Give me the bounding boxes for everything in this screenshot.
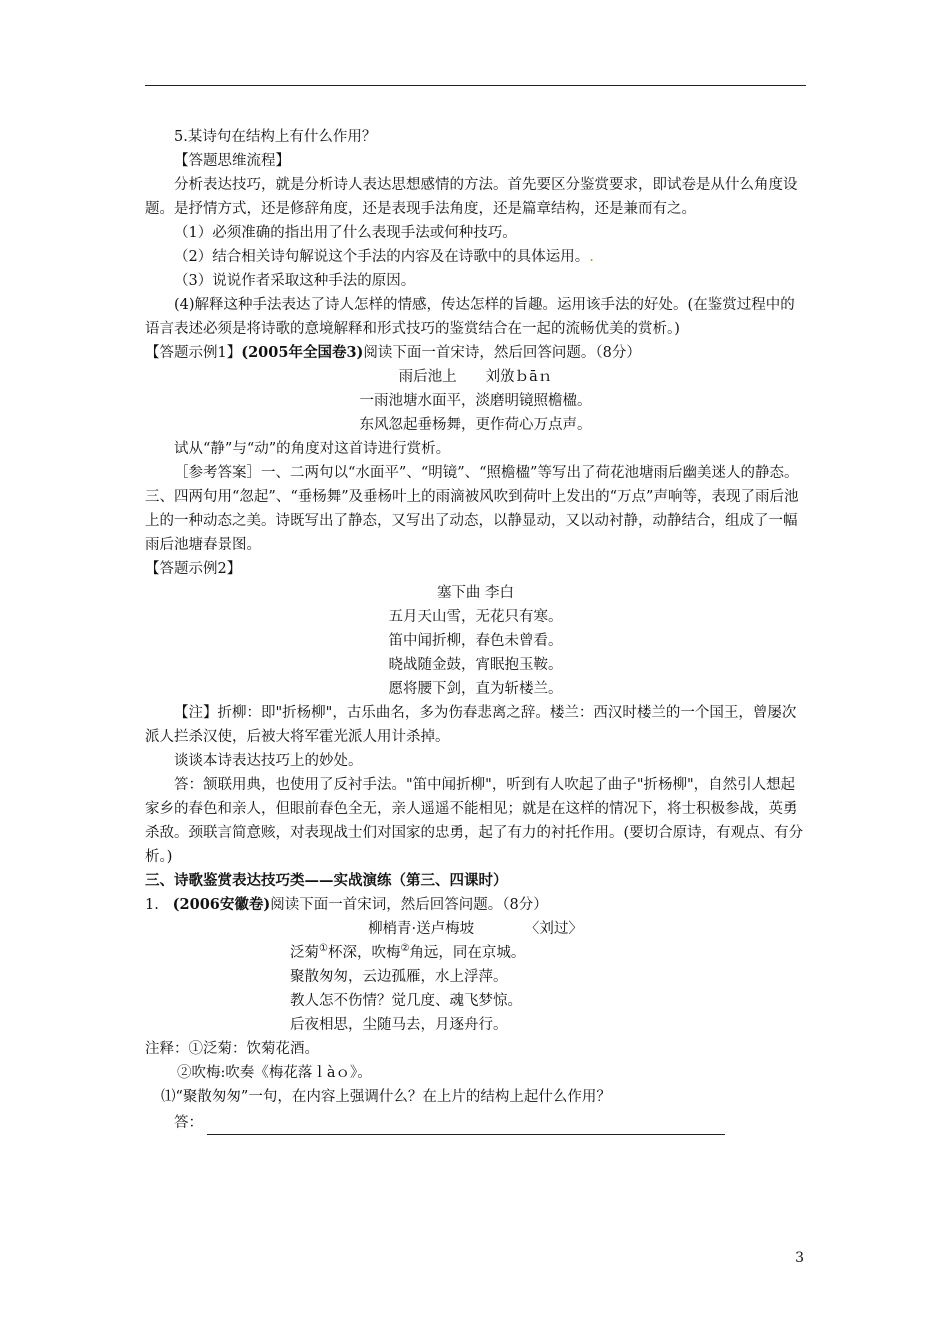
step-4: (4)解释这种手法表达了诗人怎样的情感，传达怎样的旨趣。运用该手法的好处。(在鉴赏过程中的语言表述必须是将诗歌的意境解释和形式技巧的鉴赏结合在一起的流畅优美的赏析。) <box>145 297 795 337</box>
flow-heading: 【答题思维流程】 <box>174 153 290 169</box>
example1-source: (2005年全国卷3) <box>241 344 364 361</box>
q1-prompt: 阅读下面一首宋词，然后回答问题。（8分） <box>270 897 548 913</box>
answer-blank[interactable] <box>207 1112 725 1135</box>
example1-header <box>145 341 806 365</box>
section5-title: 5.某诗句在结构上有什么作用？ <box>174 129 377 145</box>
answer-label: 答： <box>174 1115 203 1131</box>
step-3: （3）说说作者采取这种手法的原因。 <box>174 273 416 289</box>
step-1: （1）必须准确的指出用了什么表现手法或何种技巧。 <box>174 225 517 241</box>
q1-poem-line: 教人怎不伤情？觉几度、魂飞梦惊。 <box>290 993 522 1009</box>
step-2 <box>145 245 806 269</box>
q1-poem-line: 后夜相思，尘随马去，月逐舟行。 <box>290 1017 508 1033</box>
q1-poem-title: 柳梢青·送卢梅坡 〈刘过〉 <box>368 921 583 937</box>
example1-poem-title: 雨后池上 刘攽ｂāｎ <box>398 369 553 385</box>
q1-source: (2006安徽卷) <box>172 896 271 913</box>
footnote-marker: ② <box>400 943 410 955</box>
example1-poem-line: 一雨池塘水面平，淡磨明镜照檐楹。 <box>359 393 592 409</box>
document-body <box>145 125 806 1135</box>
example2-label: 【答题示例2】 <box>145 561 242 577</box>
poem-text: 角远，同在京城。 <box>409 945 526 961</box>
example2-poem-line: 晓战随金鼓，宵眠抱玉鞍。 <box>388 657 563 673</box>
example2-note: 【注】折柳：即"折杨柳"，古乐曲名，多为伤春悲离之辞。楼兰：西汉时楼兰的一个国王，曾屡次派人拦杀汉使，后被大将军霍光派人用计杀掉。 <box>145 705 797 745</box>
example2-question: 谈谈本诗表达技巧上的妙处。 <box>174 753 363 769</box>
notes-line-1 <box>145 1037 806 1061</box>
example2-poem-line: 笛中闻折柳，春色未曾看。 <box>388 633 563 649</box>
example2-poem-line: 愿将腰下剑，直为斩楼兰。 <box>388 681 563 697</box>
q1-number: 1. <box>145 897 159 913</box>
sub-question: ⑴“聚散匆匆”一句，在内容上强调什么？在上片的结构上起什么作用？ <box>161 1089 611 1105</box>
header-rule <box>145 85 806 86</box>
example1-answer: ［参考答案］一、二两句以“水面平”、“明镜”、“照檐楹”等写出了荷花池塘雨后幽美迷人的静态。三、四两句用“忽起”、“垂杨舞”及垂杨叶上的雨滴被风吹到荷叶上发出的“万点”声响等，表现了雨后池上的一种动态之美。诗既写出了静态，又写出了动态，以静显动，又以动衬静，动静结合，组成了一幅雨后池塘春景图。 <box>145 465 799 553</box>
q1-poem-line: 聚散匆匆，云边孤雁，水上浮萍。 <box>290 969 508 985</box>
step-2-text: （2）结合相关诗句解说这个手法的内容及在诗歌中的具体运用。 <box>174 249 590 265</box>
footnote-marker: ① <box>319 943 328 955</box>
example1-question: 试从“静”与“动”的角度对这首诗进行赏析。 <box>174 441 451 457</box>
example2-poem-line: 五月天山雪，无花只有寒。 <box>388 609 563 625</box>
example1-poem-line: 东风忽起垂杨舞，更作荷心万点声。 <box>359 417 592 433</box>
example1-prompt: 阅读下面一首宋诗，然后回答问题。（8分） <box>363 345 641 361</box>
example2-poem-title: 塞下曲 李白 <box>436 585 515 601</box>
poem-text: 泛菊 <box>290 945 319 961</box>
section3-heading: 三、诗歌鉴赏表达技巧类——实战演练（第三、四课时） <box>145 872 508 889</box>
answer-line <box>145 1111 806 1135</box>
note-2: ②吹梅:吹奏《梅花落ｌàｏ》。 <box>177 1065 372 1081</box>
example2-answer: 答：颔联用典，也使用了反衬手法。"笛中闻折柳"，听到有人吹起了曲子"折杨柳"，自然引人想起家乡的春色和亲人，但眼前春色全无，亲人遥遥不能相见；就是在这样的情况下，将士积极参战，英勇杀敌。颈联言简意赅，对表现战士们对国家的忠勇，起了有力的衬托作用。(要切合原诗，有观点、有分析。) <box>145 777 804 865</box>
notes-label: 注释： <box>145 1041 189 1057</box>
poem-text: 杯深，吹梅 <box>327 945 401 961</box>
page-number: 3 <box>795 1250 804 1266</box>
highlight-mark: . <box>589 249 594 265</box>
section5-intro: 分析表达技巧，就是分析诗人表达思想感情的方法。首先要区分鉴赏要求，即试卷是从什么角度设题。是抒情方式，还是修辞角度，还是表现手法角度，还是篇章结构，还是兼而有之。 <box>145 177 798 217</box>
q1-header <box>145 893 806 917</box>
example1-label: 【答题示例1】 <box>145 345 242 361</box>
note-1: ①泛菊：饮菊花酒。 <box>188 1041 319 1057</box>
q1-poem-line <box>145 941 806 965</box>
